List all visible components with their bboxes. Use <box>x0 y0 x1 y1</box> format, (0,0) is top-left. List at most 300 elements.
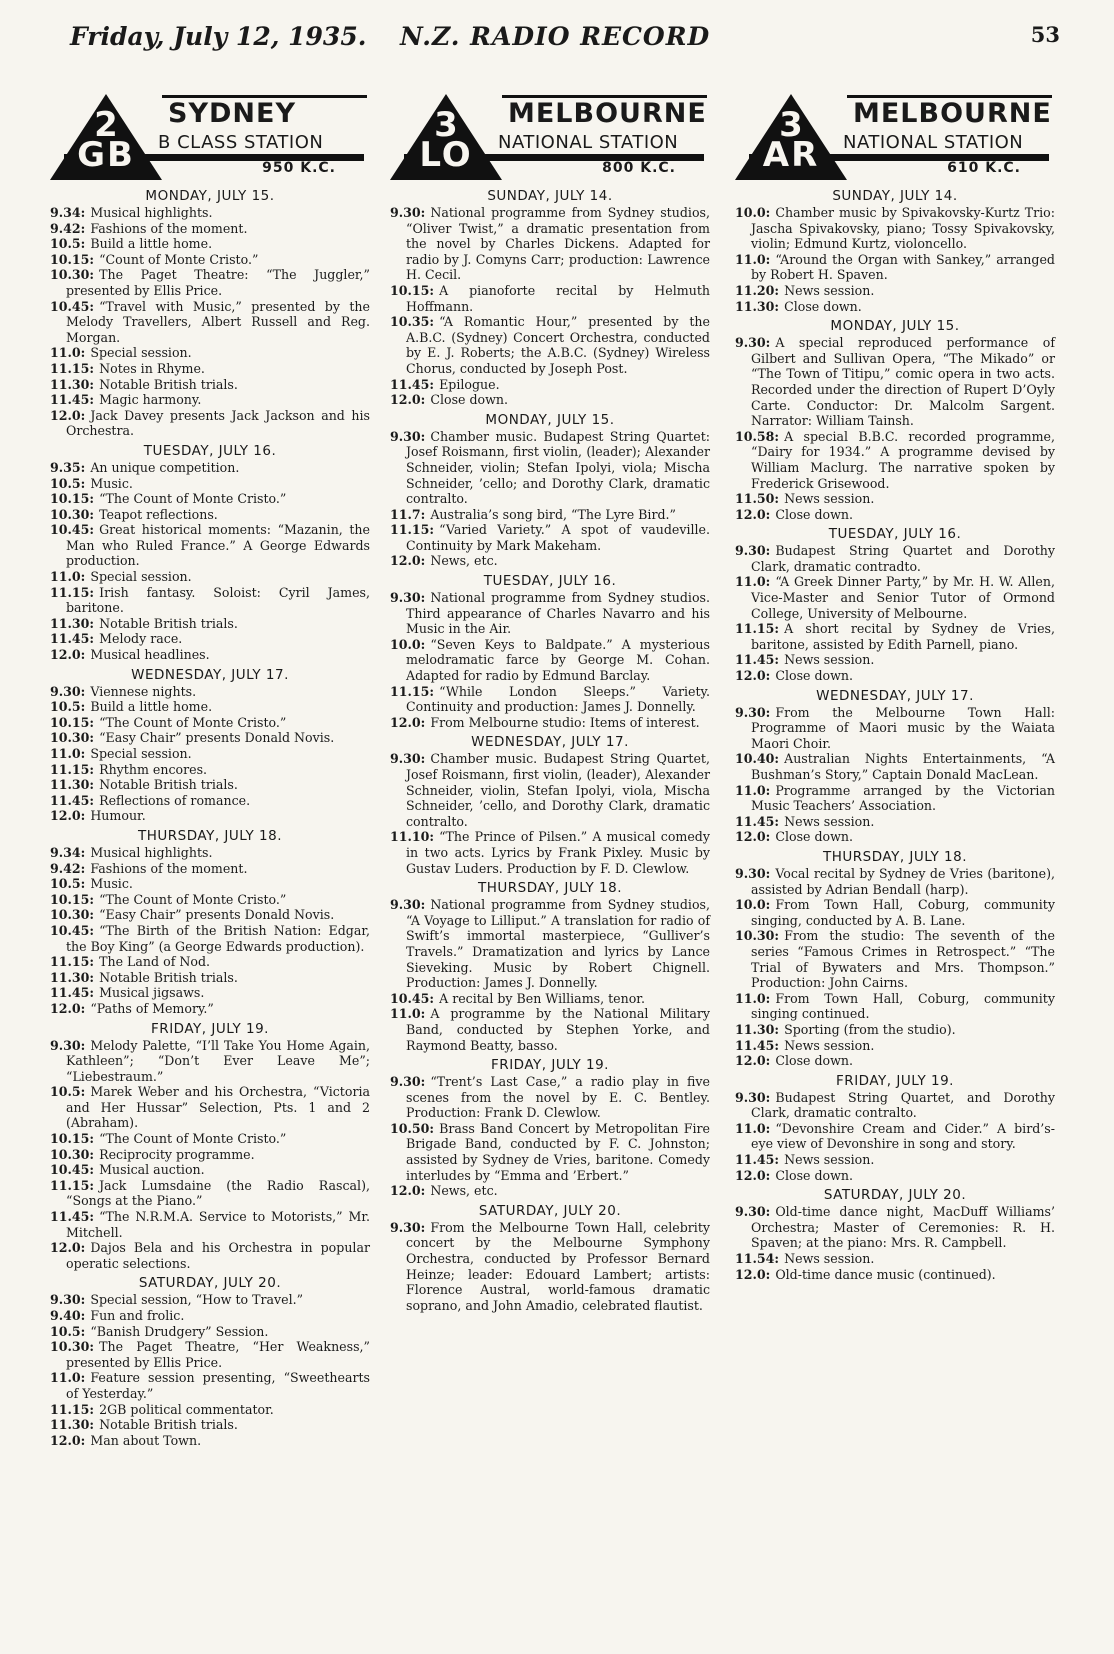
program-entry <box>390 522 710 553</box>
program-description: Fun and frolic. <box>90 1308 185 1323</box>
program-description: Close down. <box>775 506 854 522</box>
program-time: 10.30: <box>50 1339 95 1355</box>
program-entry <box>390 283 710 314</box>
program-time: 11.0: <box>735 1120 771 1136</box>
program-time: 10.30: <box>50 1146 95 1162</box>
program-entry <box>50 970 370 986</box>
station-class: B CLASS STATION <box>158 132 324 153</box>
program-entry <box>390 1074 710 1121</box>
program-entry <box>50 892 370 908</box>
program-time: 12.0: <box>50 1432 86 1448</box>
program-description: “The N.R.M.A. Service to Motorists,” Mr. Mitchell. <box>66 1209 370 1240</box>
program-entry <box>735 621 1055 652</box>
program-time: 11.54: <box>735 1251 780 1267</box>
program-time: 11.0: <box>390 1006 426 1022</box>
program-description: Australian Nights Entertainments, “A Bushman’s Story,” Captain Donald MacLean. <box>751 751 1055 782</box>
station-frequency: 610 K.C. <box>947 160 1021 176</box>
program-description: Man about Town. <box>90 1432 202 1448</box>
program-description: From the studio: The seventh of the series “Famous Crimes in Retrospect.” “The Trial of Bywaters and Mrs. Thompson.” Production: John Cairns. <box>751 928 1055 991</box>
program-entry <box>50 699 370 715</box>
program-entry <box>735 652 1055 668</box>
program-entry <box>390 751 710 829</box>
program-description: Close down. <box>775 668 854 684</box>
program-entry <box>390 684 710 715</box>
program-entry <box>735 991 1055 1022</box>
page-header <box>70 22 1060 56</box>
program-description: From the Melbourne Town Hall, celebrity concert by the Melbourne Symphony Orchestra, conducted by Professor Bernard Heinze; leader: Edouard Lambert; artists: Florence Austral, world-famous dramatic soprano, and John Amadio, celebrated flautist. <box>406 1219 710 1313</box>
program-description: Humour. <box>90 808 146 824</box>
program-time: 10.45: <box>50 922 95 938</box>
program-description: 2GB political commentator. <box>99 1401 274 1417</box>
program-description: Budapest String Quartet and Dorothy Clark, dramatic contradto. <box>751 543 1055 574</box>
program-description: Marek Weber and his Orchestra, “Victoria and Her Hussar” Selection, Pts. 1 and 2 (Abraham). <box>66 1084 370 1131</box>
program-time: 11.15: <box>390 522 435 538</box>
program-entry <box>735 283 1055 299</box>
program-description: “The Count of Monte Cristo.” <box>99 891 287 907</box>
program-description: A special reproduced performance of Gilbert and Sullivan Opera, “The Mikado” or “The Town of Titipu,” comic opera in two acts. Recorded under the direction of Rupert D’Oyly Carte. Conductor: Dr. Malcolm Sargent. Narrator: William Tainsh. <box>751 335 1055 429</box>
day-heading: WEDNESDAY, JULY 17. <box>816 687 974 704</box>
program-description: Great historical moments: “Mazanin, the Man who Ruled France.” A George Edwards production. <box>66 522 370 569</box>
program-entry <box>50 408 370 439</box>
program-entry <box>390 429 710 507</box>
program-description: A programme by the National Military Band, conducted by Stephen Yorke, and Raymond Beatty, basso. <box>406 1006 710 1053</box>
program-entry <box>390 991 710 1007</box>
day-heading: FRIDAY, JULY 19. <box>491 1057 609 1074</box>
program-time: 11.30: <box>50 376 95 392</box>
program-description: National programme from Sydney studios. Third appearance of Charles Navarro and his Music in the Air. <box>406 590 710 637</box>
program-description: Irish fantasy. Soloist: Cyril James, baritone. <box>66 584 370 616</box>
program-entry <box>50 923 370 954</box>
program-entry <box>390 314 710 376</box>
issue-date: Friday, July 12, 1935. <box>70 22 367 51</box>
program-entry <box>50 777 370 793</box>
program-entry <box>50 522 370 569</box>
program-description: News session. <box>784 1037 875 1053</box>
program-description: Budapest String Quartet, and Dorothy Clark, dramatic contralto. <box>751 1089 1055 1121</box>
program-entry <box>390 1006 710 1053</box>
program-time: 10.30: <box>50 267 95 283</box>
program-entry <box>50 647 370 663</box>
station-city: SYDNEY <box>168 98 297 129</box>
program-time: 10.40: <box>735 751 780 767</box>
program-description: Music. <box>90 876 133 892</box>
program-description: “Easy Chair” presents Donald Novis. <box>99 730 335 746</box>
program-time: 10.15: <box>50 1131 95 1147</box>
station-class: NATIONAL STATION <box>498 132 679 153</box>
program-time: 9.30: <box>390 428 426 444</box>
program-description: Teapot reflections. <box>99 506 218 522</box>
program-entry <box>735 668 1055 684</box>
program-time: 12.0: <box>735 1053 771 1069</box>
program-description: Close down. <box>775 829 854 845</box>
program-entry <box>50 907 370 923</box>
program-time: 11.45: <box>390 376 435 392</box>
program-description: Musical auction. <box>99 1162 205 1178</box>
program-time: 12.0: <box>390 553 426 569</box>
program-description: Brass Band Concert by Metropolitan Fire Brigade Band, conducted by F. C. Johnston; assisted by Sydney de Vries, baritone. Comedy interludes by “Emma and ’Erbert.” <box>406 1120 710 1183</box>
program-description: Close down. <box>775 1167 854 1183</box>
program-description: Musical highlights. <box>90 844 213 860</box>
station-column-2gb <box>50 92 370 1448</box>
program-time: 10.30: <box>50 506 95 522</box>
program-entry <box>735 507 1055 523</box>
program-time: 11.15: <box>735 621 780 637</box>
station-column-3lo <box>390 92 710 1313</box>
program-description: “A Greek Dinner Party,” by Mr. H. W. Allen, Vice-Master and Senior Tutor of Ormond College, University of Melbourne. <box>751 574 1055 621</box>
program-entry <box>390 897 710 991</box>
program-description: Melody Palette, “I’ll Take You Home Again, Kathleen”; “Don’t Ever Leave Me”; “Liebestraum.” <box>66 1037 370 1084</box>
program-entry <box>50 793 370 809</box>
program-time: 10.45: <box>390 990 435 1006</box>
callsign-letters: LO <box>419 135 473 175</box>
program-entry <box>50 1308 370 1324</box>
program-entry <box>735 928 1055 990</box>
program-entry <box>50 476 370 492</box>
program-entry <box>735 1090 1055 1121</box>
program-time: 11.30: <box>50 777 95 793</box>
day-heading: SUNDAY, JULY 14. <box>487 188 613 204</box>
publication-title: N.Z. RADIO RECORD <box>400 22 711 51</box>
program-description: Reflections of romance. <box>99 792 251 808</box>
program-time: 9.34: <box>50 205 86 220</box>
program-description: Melody race. <box>99 631 183 647</box>
program-time: 12.0: <box>50 1000 86 1016</box>
program-description: Old-time dance music (continued). <box>775 1266 996 1282</box>
program-time: 11.0: <box>50 569 86 585</box>
program-description: Jack Lumsdaine (the Radio Rascal), “Songs at the Piano.” <box>66 1177 370 1209</box>
program-time: 11.45: <box>735 1152 780 1168</box>
program-entry <box>735 1022 1055 1038</box>
program-time: 9.30: <box>735 543 771 559</box>
program-entry <box>50 1292 370 1308</box>
program-entry <box>50 631 370 647</box>
program-entry <box>50 392 370 408</box>
program-time: 11.0: <box>735 574 771 590</box>
program-description: Musical jigsaws. <box>99 985 205 1001</box>
program-description: Build a little home. <box>90 699 213 715</box>
day-heading: SUNDAY, JULY 14. <box>832 188 958 204</box>
program-description: “A Romantic Hour,” presented by the A.B.C. (Sydney) Concert Orchestra, conducted by E. J. Roberts; the A.B.C. (Sydney) Wireless Chorus, conducted by Joseph Post. <box>406 314 710 376</box>
program-time: 9.30: <box>50 1292 86 1308</box>
program-description: The Paget Theatre, “Her Weakness,” presented by Ellis Price. <box>66 1339 370 1370</box>
callsign-number: 3 <box>779 105 803 145</box>
program-time: 11.0: <box>735 990 771 1006</box>
program-time: 10.45: <box>50 1162 95 1178</box>
program-description: A short recital by Sydney de Vries, baritone, assisted by Edith Parnell, piano. <box>751 621 1055 652</box>
program-entry <box>50 616 370 632</box>
program-entry <box>735 574 1055 621</box>
program-time: 10.15: <box>50 891 95 907</box>
program-time: 10.15: <box>50 491 95 507</box>
program-time: 10.5: <box>50 1323 86 1339</box>
program-entry <box>735 1251 1055 1267</box>
day-heading: TUESDAY, JULY 16. <box>828 526 962 543</box>
program-description: Feature session presenting, “Sweethearts of Yesterday.” <box>66 1370 370 1401</box>
station-class: NATIONAL STATION <box>843 132 1024 153</box>
program-description: Music. <box>90 475 133 491</box>
station-column-3ar <box>735 92 1055 1282</box>
program-entry <box>390 715 710 731</box>
program-time: 11.15: <box>50 360 95 376</box>
program-time: 12.0: <box>50 1240 86 1256</box>
page-number: 53 <box>1030 22 1060 47</box>
day-heading: WEDNESDAY, JULY 17. <box>131 666 289 683</box>
program-entry <box>50 1370 370 1401</box>
program-time: 9.42: <box>50 860 86 876</box>
program-time: 10.15: <box>50 251 95 267</box>
program-time: 9.42: <box>50 220 86 236</box>
program-description: “Devonshire Cream and Cider.” A bird’s-eye view of Devonshire in song and story. <box>751 1120 1055 1152</box>
program-description: News session. <box>784 652 875 668</box>
program-time: 12.0: <box>390 714 426 730</box>
program-time: 11.0: <box>735 782 771 798</box>
program-description: National programme from Sydney studios, “Oliver Twist,” a dramatic presentation from the novel by Charles Dickens. Adapted for radio by J. Comyns Carr; production: Lawrence H. Cecil. <box>406 205 710 283</box>
day-heading: THURSDAY, JULY 18. <box>823 848 967 865</box>
program-time: 9.30: <box>50 683 86 699</box>
program-time: 10.0: <box>735 897 771 913</box>
program-description: “Seven Keys to Baldpate.” A mysterious melodramatic farce by George M. Cohan. Adapted for radio by Edmund Barclay. <box>406 636 710 684</box>
day-heading: THURSDAY, JULY 18. <box>138 827 282 844</box>
station-city: MELBOURNE <box>853 98 1052 129</box>
program-description: Special session. <box>90 345 192 361</box>
program-description: Notable British trials. <box>99 969 238 985</box>
program-entry <box>735 1038 1055 1054</box>
program-entry <box>735 543 1055 574</box>
program-time: 9.30: <box>735 704 771 720</box>
program-entry <box>735 783 1055 814</box>
station-banner <box>390 92 710 184</box>
program-time: 11.7: <box>390 506 426 522</box>
program-entry <box>50 1324 370 1340</box>
program-entry <box>50 808 370 824</box>
program-time: 12.0: <box>735 1167 771 1183</box>
program-time: 12.0: <box>390 392 426 408</box>
program-time: 11.45: <box>50 1209 95 1225</box>
program-time: 9.35: <box>50 459 86 475</box>
program-time: 9.30: <box>390 590 426 606</box>
program-description: Australia’s song bird, “The Lyre Bird.” <box>430 506 676 522</box>
program-time: 10.45: <box>50 522 95 538</box>
program-description: A recital by Ben Williams, tenor. <box>439 990 645 1006</box>
program-description: Chamber music. Budapest String Quartet, Josef Roismann, first violin, (leader), Alexander Schneider, violin, Stefan Ipolyi, viola, Mischa Schneider, ’cello, and Dorothy Clark, dramatic contralto. <box>406 751 710 829</box>
program-time: 11.45: <box>50 392 95 408</box>
program-time: 9.30: <box>735 865 771 881</box>
program-entry <box>50 985 370 1001</box>
program-description: “Banish Drudgery” Session. <box>90 1323 269 1339</box>
program-description: “Around the Organ with Sankey,” arranged by Robert H. Spaven. <box>751 251 1055 283</box>
program-description: “Easy Chair” presents Donald Novis. <box>99 907 335 923</box>
program-entry <box>50 715 370 731</box>
program-time: 10.5: <box>50 1084 86 1100</box>
program-entry <box>50 1417 370 1433</box>
program-entry <box>50 236 370 252</box>
program-description: News session. <box>784 1251 875 1267</box>
program-description: “The Count of Monte Cristo.” <box>99 1131 287 1147</box>
program-entry <box>50 861 370 877</box>
program-time: 10.15: <box>390 282 435 298</box>
program-description: Close down. <box>784 298 862 314</box>
program-description: A pianoforte recital by Helmuth Hoffmann. <box>406 282 710 314</box>
program-description: News session. <box>784 282 875 298</box>
program-time: 12.0: <box>735 668 771 684</box>
program-entry <box>50 730 370 746</box>
program-description: “The Count of Monte Cristo.” <box>99 491 287 507</box>
program-description: “Travel with Music,” presented by the Melody Travellers, Albert Russell and Reg. Morgan. <box>66 298 370 345</box>
program-description: Fashions of the moment. <box>90 860 248 876</box>
program-description: Musical highlights. <box>90 205 213 220</box>
program-entry <box>390 392 710 408</box>
program-entry <box>50 299 370 346</box>
callsign-letters: GB <box>77 135 135 175</box>
program-description: From Town Hall, Coburg, community singing, conducted by A. B. Lane. <box>751 897 1055 928</box>
program-time: 9.30: <box>735 1089 771 1105</box>
day-heading: FRIDAY, JULY 19. <box>836 1072 954 1089</box>
program-entry <box>735 335 1055 429</box>
program-entry <box>50 205 370 221</box>
program-time: 10.30: <box>50 730 95 746</box>
program-time: 10.58: <box>735 428 780 444</box>
day-heading: SATURDAY, JULY 20. <box>138 1275 282 1292</box>
program-time: 9.30: <box>390 897 426 913</box>
program-time: 12.0: <box>50 647 86 663</box>
program-time: 10.5: <box>50 876 86 892</box>
program-entry <box>50 1038 370 1085</box>
program-entry <box>735 205 1055 252</box>
program-time: 11.0: <box>50 1370 86 1386</box>
program-time: 9.34: <box>50 844 86 860</box>
program-entry <box>735 1121 1055 1152</box>
program-time: 11.15: <box>50 1401 95 1417</box>
program-time: 10.0: <box>735 205 771 220</box>
station-frequency: 800 K.C. <box>602 160 676 176</box>
program-entry <box>735 705 1055 752</box>
program-description: Chamber music by Spivakovsky-Kurtz Trio: Jascha Spivakovsky, piano; Tossy Spivakovsky, violin; Edmund Kurtz, violoncello. <box>751 205 1055 252</box>
program-time: 11.45: <box>50 792 95 808</box>
program-entry <box>735 751 1055 782</box>
program-time: 11.30: <box>50 615 95 631</box>
program-entry <box>735 252 1055 283</box>
program-entry <box>390 507 710 523</box>
program-description: Magic harmony. <box>99 392 202 408</box>
program-time: 9.30: <box>735 1204 771 1220</box>
program-entry <box>50 1402 370 1418</box>
callsign-number: 3 <box>434 105 458 145</box>
program-entry <box>50 954 370 970</box>
program-entry <box>50 460 370 476</box>
program-time: 11.15: <box>50 1177 95 1193</box>
program-time: 10.15: <box>50 714 95 730</box>
program-description: “Varied Variety.” A spot of vaudeville. Continuity by Mark Makeham. <box>406 522 710 553</box>
program-time: 10.5: <box>50 475 86 491</box>
program-entry <box>50 361 370 377</box>
program-time: 9.30: <box>390 751 426 767</box>
program-description: Notable British trials. <box>99 376 238 392</box>
program-entry <box>735 829 1055 845</box>
program-entry <box>50 746 370 762</box>
program-entry <box>390 1121 710 1183</box>
program-entry <box>50 585 370 616</box>
station-banner <box>50 92 370 184</box>
program-time: 9.30: <box>390 205 426 220</box>
program-time: 10.30: <box>735 928 780 944</box>
day-heading: SATURDAY, JULY 20. <box>823 1187 967 1204</box>
program-description: Chamber music. Budapest String Quartet: Josef Roismann, first violin, (leader); Alexander Schneider, violin; Stefan Ipolyi, viola; Mischa Schneider, ’cello; and Dorothy Clark, dramatic contralto. <box>406 428 710 507</box>
program-entry <box>390 553 710 569</box>
program-entry <box>50 1147 370 1163</box>
program-time: 9.30: <box>735 335 771 351</box>
program-time: 10.30: <box>50 907 95 923</box>
program-time: 11.30: <box>735 298 780 314</box>
program-description: Programme arranged by the Victorian Music Teachers’ Association. <box>751 782 1055 814</box>
day-heading: WEDNESDAY, JULY 17. <box>471 734 629 751</box>
station-banner <box>735 92 1055 184</box>
program-entry <box>50 345 370 361</box>
program-entry <box>50 252 370 268</box>
program-description: Rhythm encores. <box>99 761 208 777</box>
program-time: 11.15: <box>390 683 435 699</box>
program-entry <box>50 1131 370 1147</box>
program-time: 11.0: <box>50 746 86 761</box>
program-time: 11.0: <box>50 345 86 361</box>
program-description: Dajos Bela and his Orchestra in popular operatic selections. <box>66 1240 370 1271</box>
program-description: From Town Hall, Coburg, community singing continued. <box>751 990 1055 1022</box>
program-entry <box>50 1339 370 1370</box>
program-description: Musical headlines. <box>90 647 210 663</box>
program-entry <box>50 1209 370 1240</box>
program-entry <box>50 377 370 393</box>
program-description: News session. <box>784 491 875 507</box>
program-time: 9.40: <box>50 1308 86 1323</box>
program-time: 11.20: <box>735 282 780 298</box>
day-heading: MONDAY, JULY 15. <box>830 318 960 335</box>
program-description: From the Melbourne Town Hall: Programme of Maori music by the Waiata Maori Choir. <box>751 704 1055 751</box>
program-description: An unique competition. <box>90 459 240 475</box>
program-time: 9.30: <box>50 1037 86 1053</box>
program-description: Viennese nights. <box>90 683 197 699</box>
program-time: 12.0: <box>735 506 771 522</box>
program-time: 11.45: <box>50 631 95 647</box>
program-entry <box>735 1204 1055 1251</box>
day-heading: FRIDAY, JULY 19. <box>151 1020 269 1037</box>
program-time: 11.45: <box>735 1037 780 1053</box>
program-description: A special B.B.C. recorded programme, “Dairy for 1934.” A programme devised by William Maclurg. The narrative spoken by Frederick Grisewood. <box>751 428 1055 491</box>
program-description: Notes in Rhyme. <box>99 360 205 376</box>
program-description: “Count of Monte Cristo.” <box>99 251 259 267</box>
program-description: National programme from Sydney studios, “A Voyage to Lilliput.” A translation for radio of Swift’s immortal masterpiece, “Gulliver’s Travels.” Dramatization and lyrics by Lance Sieveking. Music by Robert Chignell. Production: James J. Donnelly. <box>406 897 710 991</box>
program-time: 9.30: <box>390 1074 426 1090</box>
station-frequency: 950 K.C. <box>262 160 336 176</box>
program-entry <box>50 267 370 298</box>
program-description: Jack Davey presents Jack Jackson and his Orchestra. <box>66 407 370 439</box>
program-entry <box>390 377 710 393</box>
program-description: Notable British trials. <box>99 1417 238 1433</box>
program-time: 11.30: <box>50 969 95 985</box>
program-description: News, etc. <box>430 553 498 569</box>
program-entry <box>50 762 370 778</box>
program-entry <box>735 1152 1055 1168</box>
program-entry <box>390 1183 710 1199</box>
program-entry <box>50 1084 370 1131</box>
program-entry <box>50 876 370 892</box>
program-time: 11.30: <box>50 1417 95 1433</box>
program-entry <box>50 684 370 700</box>
program-time: 11.0: <box>735 251 771 267</box>
program-description: Vocal recital by Sydney de Vries (baritone), assisted by Adrian Bendall (harp). <box>751 865 1055 897</box>
program-description: Notable British trials. <box>99 615 238 631</box>
program-time: 10.5: <box>50 236 86 252</box>
program-entry <box>50 507 370 523</box>
program-time: 10.45: <box>50 298 95 314</box>
